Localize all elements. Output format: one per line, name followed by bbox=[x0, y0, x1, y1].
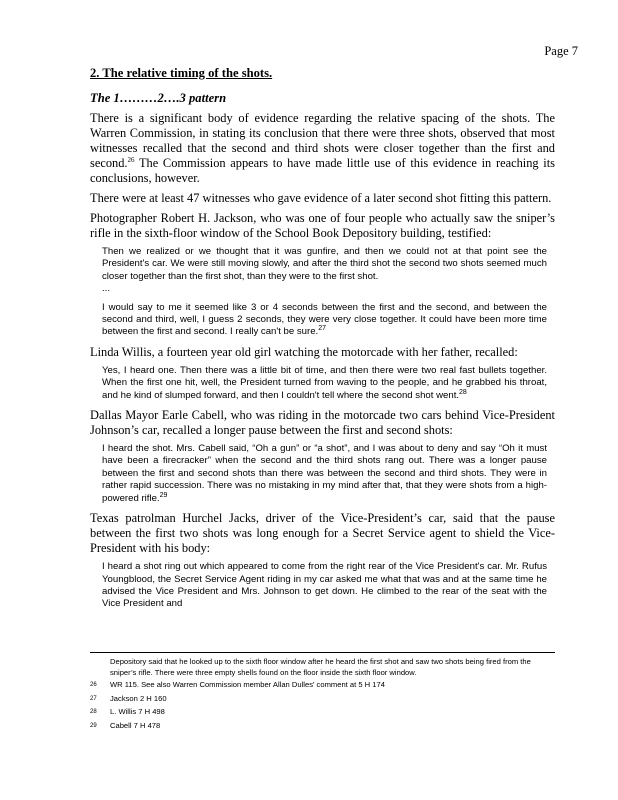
page-body bbox=[90, 66, 555, 617]
footnote-26: 26 WR 115. See also Warren Commission member Allan Dulles' comment at 5 H 174 bbox=[90, 680, 385, 690]
quote-cabell: I heard the shot. Mrs. Cabell said, “Oh a gun” or “a shot”, and I was about to deny and say “Oh it must have been a firecracker” when the second and the third shots rang out. There was a longer pause between the first and second shots than there was between the second and third shots. They were in rather rapid succession. There was no mistaking in my mind after that, that they were shots from a high-powered rifle.$^{29}$ bbox=[102, 443, 547, 504]
footnote-28: 28 L. Willis 7 H 498 bbox=[90, 707, 165, 717]
paragraph-jackson: Photographer Robert H. Jackson, who was one of four people who actually saw the sniper’s rifle in the sixth-floor window of the School Book Depository building, testified: bbox=[90, 211, 555, 240]
quote-jackson bbox=[102, 246, 547, 339]
footnote-ref-26: 26 bbox=[127, 155, 135, 164]
section-heading: 2. The relative timing of the shots. bbox=[90, 66, 273, 80]
quote-ellipsis: ... bbox=[102, 283, 110, 295]
paragraph-witness-count: There were at least 47 witnesses who gave evidence of a later second shot fitting this pattern. bbox=[90, 191, 552, 205]
footnote-separator bbox=[90, 652, 555, 653]
subsection-heading: The 1………2….3 pattern bbox=[90, 91, 227, 105]
quote-jackson-part1: Then we realized or we thought that it was gunfire, and then we could not at that point see the President's car. We were still moving slowly, and after the third shot the second two shots seemed much closer together than the first shot, than they were to the first shot. bbox=[102, 246, 547, 282]
paragraph-intro: There is a significant body of evidence regarding the relative spacing of the shots. The Warren Commission, in stating its conclusion that there were three shots, observed that most witnesses recalled that the second and third shots were closer together than the first and second.$^{26}$ The Commission appears to have made little use of this evidence in reaching its conclusions, however. bbox=[90, 111, 555, 185]
footnote-29: 29 Cabell 7 H 478 bbox=[90, 720, 161, 730]
footnote-ref-28: 28 bbox=[459, 388, 467, 396]
paragraph-willis: Linda Willis, a fourteen year old girl watching the motorcade with her father, recalled: bbox=[90, 344, 518, 359]
footnote-27: 27 Jackson 2 H 160 bbox=[90, 693, 167, 703]
footnote-ref-29: 29 bbox=[159, 491, 168, 499]
footnote-continuation: Depository said that he looked up to the sixth floor window after he heard the first shot and saw two shots being fired from the sniper’s rifle. There were three empty shells found on the floor inside the sixth floor window. bbox=[110, 657, 531, 677]
footnotes bbox=[90, 657, 555, 735]
paragraph-jacks: Texas patrolman Hurchel Jacks, driver of the Vice-President’s car, said that the pause between the first two shots was long enough for a Secret Service agent to shield the Vice-President with his body: bbox=[90, 511, 555, 556]
paragraph-cabell: Dallas Mayor Earle Cabell, who was riding in the motorcade two cars behind Vice-President Johnson’s car, recalled a longer pause between the first and second shots: bbox=[90, 408, 555, 438]
footnote-ref-27: 27 bbox=[318, 325, 327, 333]
page-number: Page 7 bbox=[544, 44, 578, 58]
quote-jacks: I heard a shot ring out which appeared to come from the right rear of the Vice President's car. Mr. Rufus Youngblood, the Secret Service Agent riding in my car asked me what that was and at the same time he advised the Vice President and Mrs. Johnson to get down. He climbed to the rear of the seat with the Vice President and bbox=[102, 561, 547, 610]
quote-willis: Yes, I heard one. Then there was a little bit of time, and then there were two real fast bullets together. When the first one hit, well, the President turned from waving to the people, and he grabbed his throat, and he kind of slumped forward, and then I couldn't tell where the second shot went.$^{28}$ bbox=[102, 364, 547, 401]
quote-jackson-part2: I would say to me it seemed like 3 or 4 seconds between the first and the second, and between the second and third, well, I guess 2 seconds, they were very close together. It could have been more time between the first and second. I really can't be sure.$^{27}$ bbox=[102, 301, 547, 338]
